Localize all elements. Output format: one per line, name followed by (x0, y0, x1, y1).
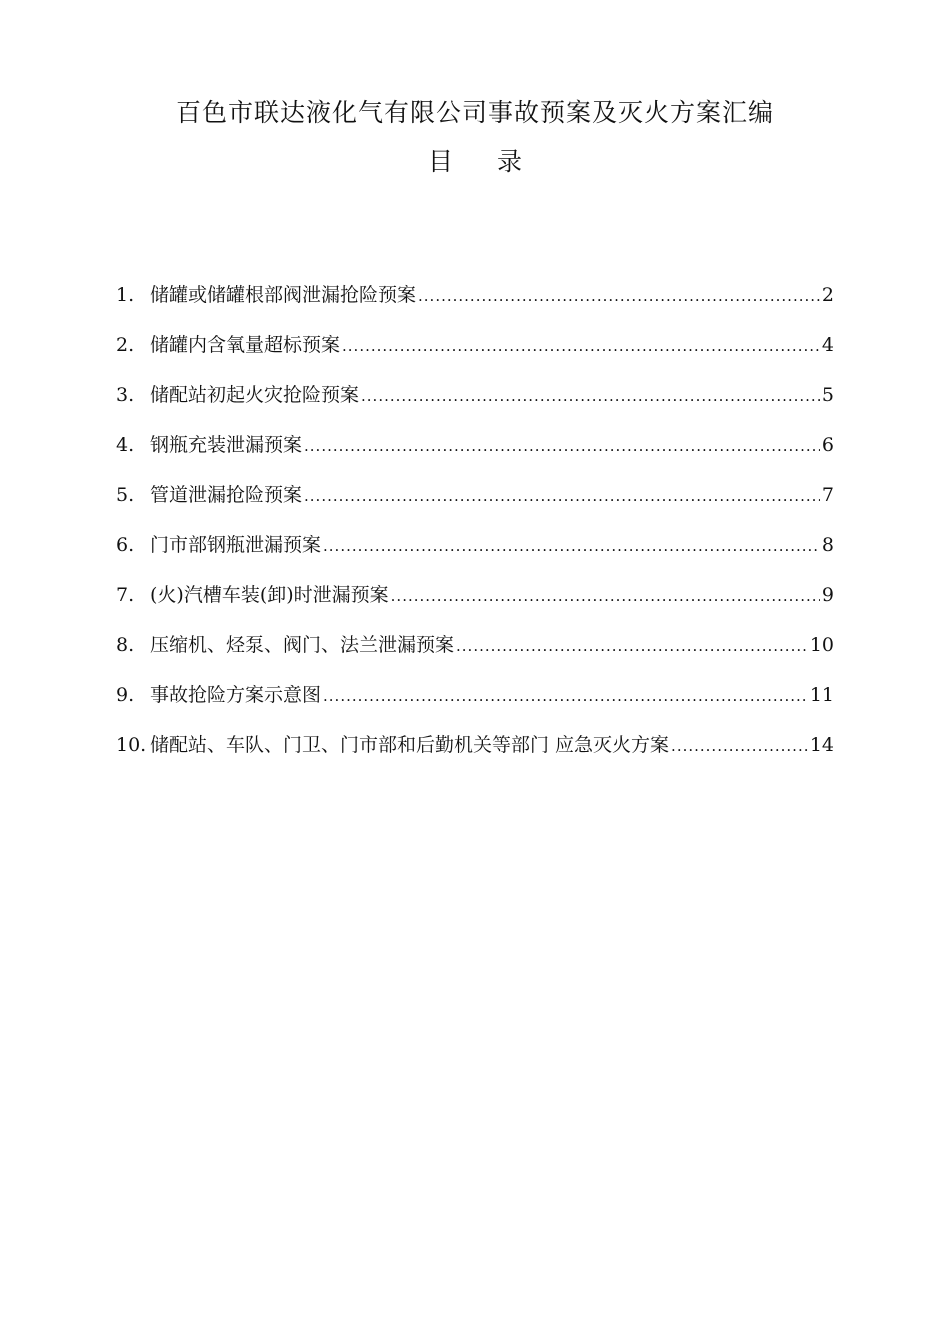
toc-entry-number: 2. (116, 334, 135, 356)
toc-entry-number: 7. (116, 584, 135, 606)
toc-entry-number: 5. (116, 484, 135, 506)
toc-entry[interactable] (116, 479, 834, 529)
toc-entry-title: 储罐或储罐根部阀泄漏抢险预案 (150, 284, 417, 306)
toc-dot-leader (671, 730, 808, 762)
toc-dot-leader (304, 480, 820, 512)
toc-entry[interactable] (116, 729, 834, 779)
toc-heading-left: 目 (427, 147, 453, 176)
toc-entry-number: 4. (116, 434, 135, 456)
toc-entry[interactable] (116, 579, 834, 629)
toc-dot-leader (323, 680, 808, 712)
toc-dot-leader (323, 530, 820, 562)
toc-entry-title: 储配站、车队、门卫、门市部和后勤机关等部门 应急灭火方案 (150, 734, 670, 756)
toc-entry-page: 10 (809, 634, 834, 656)
toc-entry-page: 9 (821, 584, 834, 606)
toc-entry-title: 门市部钢瓶泄漏预案 (150, 534, 322, 556)
toc-entry-number: 10. (116, 734, 147, 756)
toc-entry-page: 11 (809, 684, 834, 706)
toc-entry-page: 5 (821, 384, 834, 406)
toc-dot-leader (342, 330, 820, 362)
toc-entry-title: 管道泄漏抢险预案 (150, 484, 303, 506)
table-of-contents (116, 279, 834, 779)
toc-entry-page: 4 (821, 334, 834, 356)
toc-entry-title: 事故抢险方案示意图 (150, 684, 322, 706)
toc-entry-number: 9. (116, 684, 135, 706)
toc-entry[interactable] (116, 679, 834, 729)
toc-entry-number: 8. (116, 634, 135, 656)
toc-dot-leader (361, 380, 820, 412)
toc-entry-page: 14 (809, 734, 834, 756)
toc-heading-right: 录 (497, 147, 523, 176)
toc-entry-page: 2 (821, 284, 834, 306)
toc-entry[interactable] (116, 629, 834, 679)
toc-entry-page: 6 (821, 434, 834, 456)
toc-entry-page: 8 (821, 534, 834, 556)
document-title: 百色市联达液化气有限公司事故预案及灭火方案汇编 (175, 98, 774, 127)
toc-entry-title: 钢瓶充装泄漏预案 (150, 434, 303, 456)
toc-entry[interactable] (116, 279, 834, 329)
toc-entry-title: 储配站初起火灾抢险预案 (150, 384, 360, 406)
toc-heading (0, 145, 950, 179)
toc-dot-leader (304, 430, 820, 462)
toc-dot-leader (418, 280, 820, 312)
toc-entry[interactable] (116, 379, 834, 429)
toc-entry-number: 6. (116, 534, 135, 556)
toc-entry-number: 3. (116, 384, 135, 406)
toc-dot-leader (456, 630, 808, 662)
toc-entry[interactable] (116, 329, 834, 379)
toc-entry-title: (火)汽槽车装(卸)时泄漏预案 (150, 584, 389, 606)
toc-entry-title: 储罐内含氧量超标预案 (150, 334, 341, 356)
toc-entry[interactable] (116, 529, 834, 579)
toc-entry-title: 压缩机、烃泵、阀门、法兰泄漏预案 (150, 634, 455, 656)
toc-dot-leader (391, 580, 820, 612)
toc-entry[interactable] (116, 429, 834, 479)
toc-entry-number: 1. (116, 284, 135, 306)
toc-entry-page: 7 (821, 484, 834, 506)
